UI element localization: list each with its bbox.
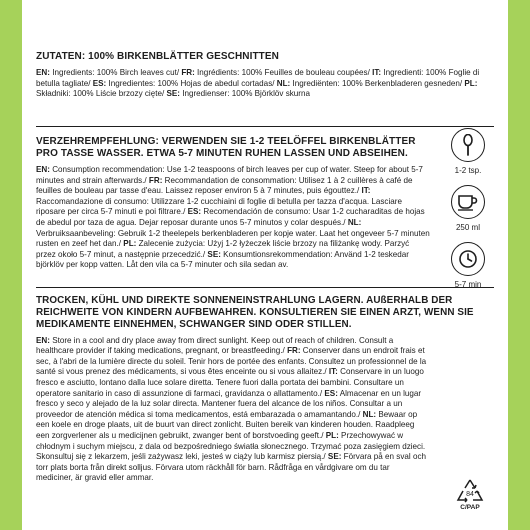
- translation-text: Almacenar en un lugar fresco y seco y alejado de la luz solar directa. Mantener fuera del alcance de los niños. Consultar a un proveedor de atención médica si toma medicamentos, está embarazada o amamantando./: [36, 388, 422, 419]
- language-code: ES:: [92, 78, 107, 88]
- recycle-material: C/PAP: [460, 504, 480, 511]
- translation-text: Ingredienser: 100% Björklöv skurna: [179, 89, 310, 99]
- ingredients-section: [36, 51, 492, 100]
- translation-text: Raccomandazione di consumo: Utilizzare 1-2 cucchiaini di foglie di betulla per tazza d'acqua. Lasciare riposare per circa 5-7 minuti e poi filtrare./: [36, 196, 402, 217]
- translation-text: Ingrédients: 100% Feuilles de bouleau coupées/: [194, 68, 373, 77]
- translation-text: Recomendación de consumo: Usar 1-2 cucharaditas de hojas de abedul por taza de agua. Dejar reposar durante unos 5-7 minutos y colar después./: [36, 207, 425, 227]
- language-code: FR:: [287, 346, 301, 356]
- clock-block: [438, 242, 498, 290]
- language-code: NL:: [276, 78, 291, 88]
- translation-text: Konsumtionsrekommendation: Använd 1-2 teskedar björklöv per kopp vatten. Låt den vila ca 5-7 minuter och sila sedan av.: [36, 249, 409, 270]
- translation-text: Förvara på en sval och torr plats borta från direkt solljus. Förvara utom räckhåll för barn. Rådfråga en vårdgivare om du tar mediciner, är gravid eller ammar.: [36, 452, 426, 483]
- language-code: NL:: [347, 217, 362, 227]
- language-code: FR:: [148, 175, 163, 185]
- clock-icon: [451, 242, 485, 276]
- label-panel: [22, 0, 508, 530]
- translation-text: Consumption recommendation: Use 1-2 teaspoons of birch leaves per cup of water. Steep for about 5-7 minutes and strain afterwards./: [36, 165, 423, 185]
- language-code: EN:: [36, 165, 50, 174]
- language-code: EN:: [36, 68, 50, 77]
- cup-block: [438, 185, 498, 233]
- translation-text: Verbruiksaanbeveling: Gebruik 1-2 theelepels berkenbladeren per kopje water. Laat het ongeveer 5-7 minuten rusten en zeef het dan./: [36, 228, 430, 249]
- recycling-icon: [455, 478, 485, 504]
- usage-section: [36, 136, 436, 271]
- language-code: IT:: [328, 367, 338, 377]
- translation-text: Ingredients: 100% Birch leaves cut/: [49, 68, 182, 77]
- ingredients-text: [36, 68, 492, 100]
- cup-icon: [451, 185, 485, 219]
- language-code: SE:: [327, 452, 342, 462]
- language-code: PL:: [123, 239, 137, 249]
- spoon-label: 1-2 tsp.: [454, 166, 482, 175]
- language-code: FR:: [181, 68, 195, 77]
- language-code: IT:: [372, 68, 382, 77]
- language-code: SE:: [207, 249, 221, 259]
- translation-text: Conservare in un luogo fresco e asciutto, lontano dalla luce solare diretta. Tenere fuori dalla portata dei bambini. Consultare un operatore sanitario in caso di assunzione di farmaci, gravidanza o allattamento./: [36, 367, 424, 398]
- translation-text: Ingrediënten: 100% Berkenbladeren gesneden/: [290, 78, 465, 88]
- storage-text: [36, 336, 428, 484]
- divider-top: [36, 126, 494, 127]
- translation-text: Ingredientes: 100% Hojas de abedul cortadas/: [106, 78, 277, 88]
- recycling-mark: [442, 478, 498, 512]
- usage-title: VERZEHREMPFEHLUNG: VERWENDEN SIE 1-2 TEELÖFFEL BIRKENBLÄTTER PRO TASSE WASSER. ETWA 5-7 MINUTEN RUHEN LASSEN UND ABSEIHEN.: [36, 136, 416, 159]
- translation-text: Bewaar op een koele en droge plaats, uit de buurt van direct zonlicht. Buiten bereik van kinderen houden. Raadpleeg een zorgverlener als u medicijnen gebruikt, zwanger bent of borstvoeding geeft./: [36, 409, 418, 440]
- storage-section: [36, 295, 494, 484]
- language-code: SE:: [166, 89, 180, 99]
- translation-text: Przechowywać w chłodnym i suchym miejscu, z dala od bezpośredniego światła słonecznego. Trzymać poza zasięgiem dzieci. Skonsultuj się z lekarzem, jeśli zażywasz leki, jesteś w ciąży lub karmisz piersią./: [36, 430, 426, 462]
- language-code: IT:: [361, 186, 371, 196]
- language-code: PL:: [464, 78, 478, 88]
- cup-label: 250 ml: [455, 223, 480, 232]
- language-code: ES:: [324, 388, 338, 398]
- language-code: NL:: [362, 409, 377, 419]
- translation-text: Ingredienti: 100% Foglie di betulla tagliate/: [36, 68, 480, 88]
- spoon-block: [438, 128, 498, 176]
- translation-text: Store in a cool and dry place away from direct sunlight. Keep out of reach of children. Consult a healthcare provider if taking medications, pregnant, or breastfeeding./: [36, 335, 394, 356]
- recycle-code: 84: [466, 491, 474, 498]
- usage-text: [36, 165, 431, 271]
- language-code: EN:: [36, 335, 50, 345]
- storage-title: TROCKEN, KÜHL UND DIREKTE SONNENEINSTRAHLUNG LAGERN. AUßERHALB DER REICHWEITE VON KINDERN AUFBEWAHREN. KONSULTIEREN SIE EINEN ARZT, WENN SIE MEDIKAMENTE EINNEHMEN, SCHWANGER SIND ODER STILLEN.: [36, 295, 474, 331]
- language-code: PL:: [325, 430, 339, 440]
- divider-middle: [36, 287, 494, 288]
- spoon-icon: [451, 128, 485, 162]
- translation-text: Zalecenie zużycia: Użyj 1-2 łyżeczek liście brzozy na filiżankę wody. Parzyć przez około 5-7 minut, a następnie przecedzić./: [36, 239, 410, 259]
- clock-label: 5-7 min: [454, 280, 482, 289]
- translation-text: Conserver dans un endroit frais et sec, à l'abri de la lumière directe du soleil. Tenir hors de portée des enfants. Consultez un professionnel de la santé si vous prenez des médicaments, si vous êtes enceinte ou si vous allaitez./: [36, 346, 427, 377]
- translation-text: Składniki: 100% Liście brzozy cięte/: [36, 89, 167, 99]
- language-code: ES:: [187, 207, 202, 217]
- preparation-icons: [438, 128, 498, 290]
- translation-text: Recommandation de consommation: Utilisez 1 à 2 cuillères à café de feuilles de bouleau par tasse d'eau. Laissez reposer environ 5 à 7 minutes, puis égouttez./: [36, 175, 413, 196]
- ingredients-title: ZUTATEN: 100% BIRKENBLÄTTER GESCHNITTEN: [36, 51, 279, 62]
